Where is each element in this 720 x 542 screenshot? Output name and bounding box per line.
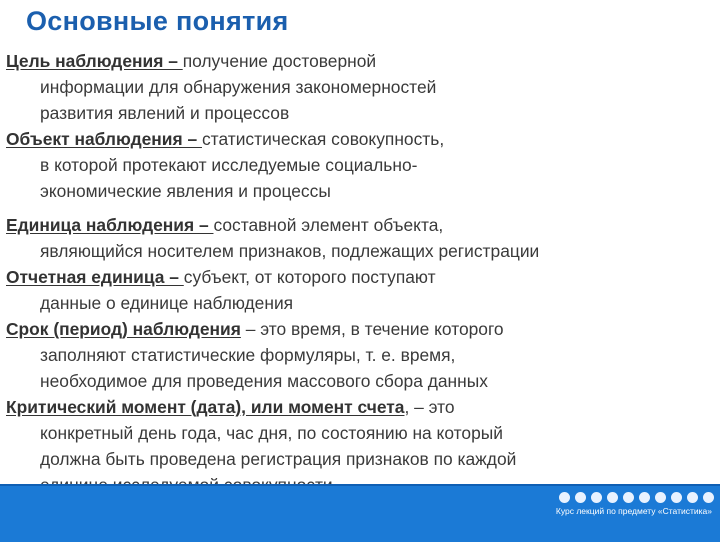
definition-term: Цель наблюдения – (6, 51, 183, 71)
dot-icon (575, 492, 586, 503)
definition-text: информации для обнаружения закономерностей (40, 77, 437, 97)
footer-caption: Курс лекций по предмету «Статистика» (555, 506, 712, 516)
spacer (6, 204, 706, 212)
definition-text: данные о единице наблюдения (40, 293, 294, 313)
dot-icon (687, 492, 698, 503)
definition-text: необходимое для проведения массового сбора данных (40, 371, 488, 391)
definition-text: составной элемент объекта, (213, 215, 444, 235)
dot-icon (703, 492, 714, 503)
dot-icon (559, 492, 570, 503)
dot-icon (671, 492, 682, 503)
definition-text: являющийся носителем признаков, подлежащих регистрации (40, 241, 540, 261)
dot-icon (655, 492, 666, 503)
definition-term: Срок (период) наблюдения (6, 319, 241, 339)
definition-text: конкретный день года, час дня, по состоянию на который (40, 423, 503, 443)
definition-term: Отчетная единица – (6, 267, 184, 287)
definition-text: заполняют статистические формуляры, т. е. время, (40, 345, 456, 365)
dot-icon (591, 492, 602, 503)
definition-text: должна быть проведена регистрация признаков по каждой (40, 449, 517, 469)
definition-text: в которой протекают исследуемые социально- (40, 155, 418, 175)
footer-bar (0, 484, 720, 542)
definition-text: субъект, от которого поступают (183, 267, 436, 287)
definition-item (6, 394, 706, 498)
definition-text: развития явлений и процессов (40, 103, 290, 123)
slide-title: Основные понятия (26, 6, 289, 36)
definition-text: экономические явления и процессы (40, 181, 331, 201)
definition-text: – это время, в течение которого (240, 319, 504, 339)
definition-text: получение достоверной (182, 51, 377, 71)
definitions-list (6, 48, 706, 498)
dot-icon (639, 492, 650, 503)
definition-item (6, 264, 706, 316)
definition-item (6, 316, 706, 394)
definition-term: Единица наблюдения – (6, 215, 214, 235)
definition-text: , – это (404, 397, 455, 417)
definition-term: Критический момент (дата), или момент счета (6, 397, 405, 417)
definition-item (6, 126, 706, 204)
decorative-dots (559, 492, 714, 503)
dot-icon (623, 492, 634, 503)
dot-icon (607, 492, 618, 503)
definition-text: статистическая совокупность, (201, 129, 445, 149)
definition-term: Объект наблюдения – (6, 129, 202, 149)
definition-item (6, 48, 706, 126)
definition-item (6, 212, 706, 264)
